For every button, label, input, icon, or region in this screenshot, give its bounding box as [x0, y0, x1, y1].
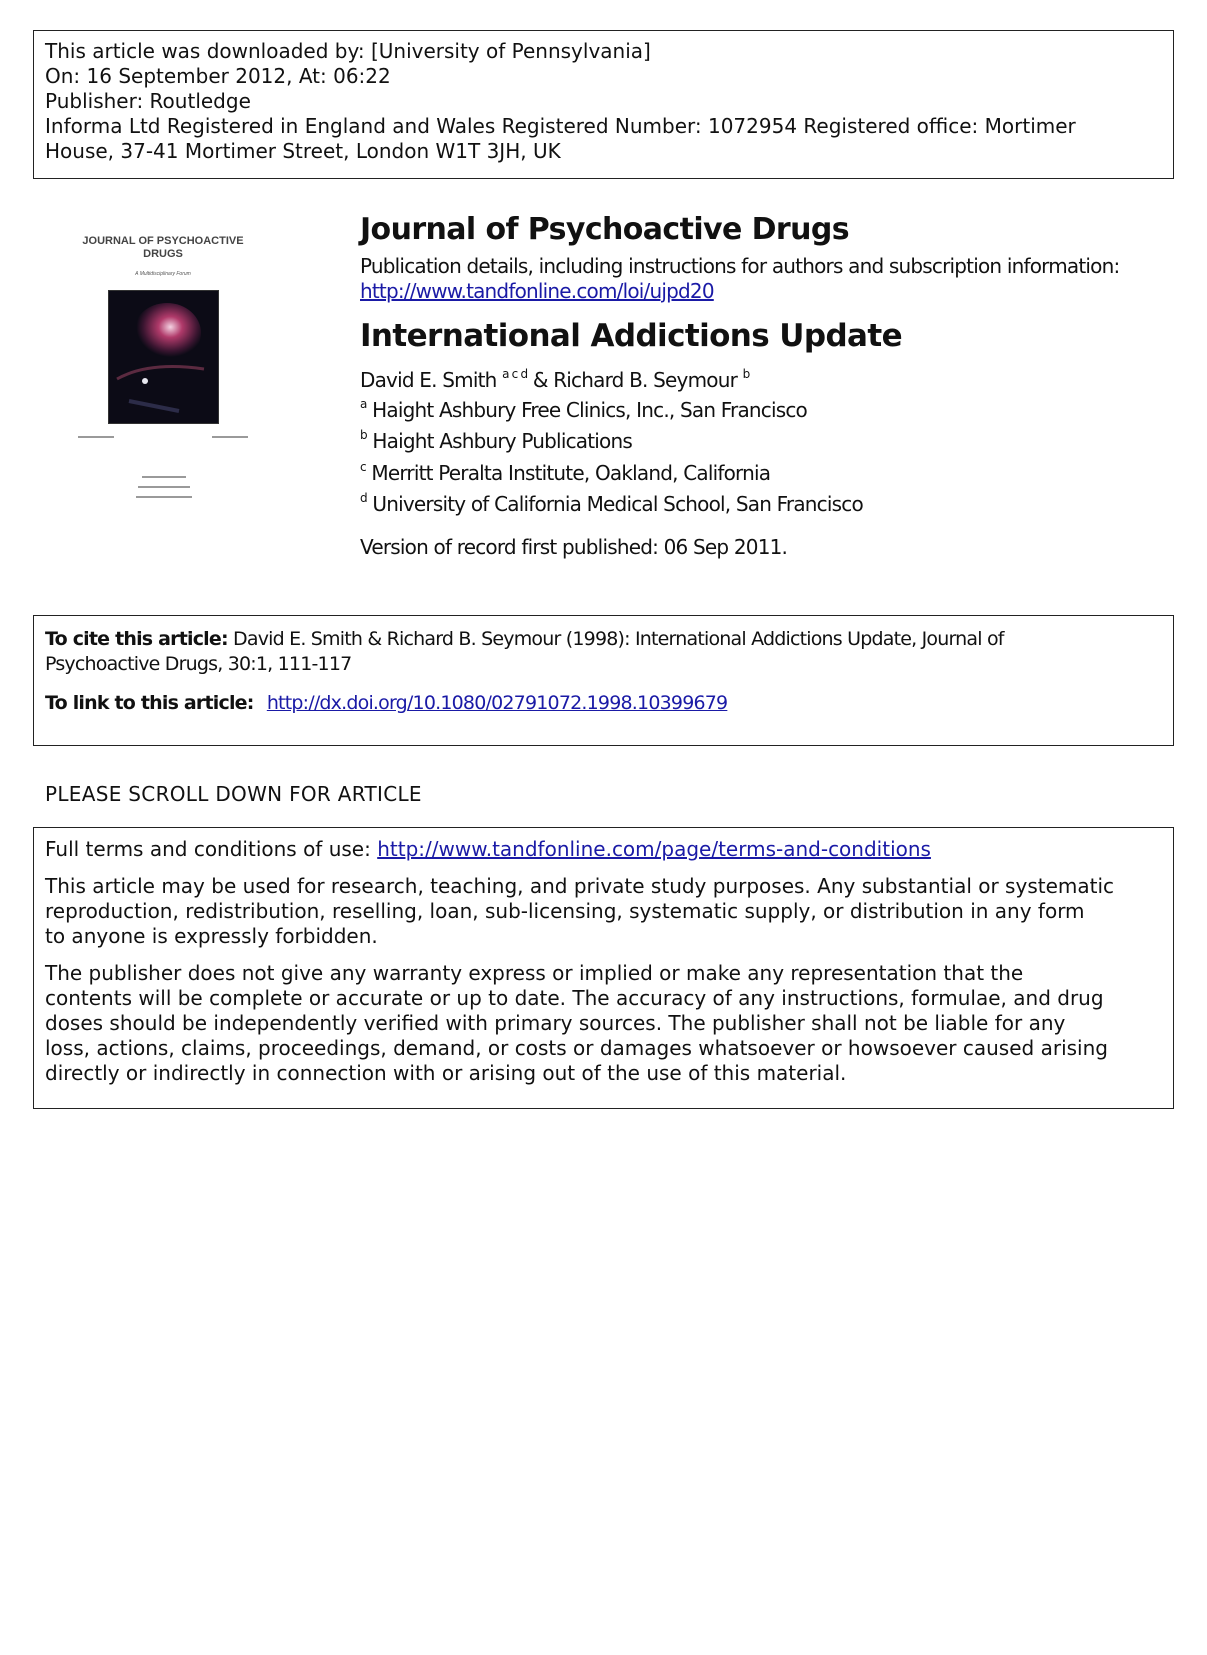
affiliation-marker: c [360, 460, 366, 474]
affiliation-b [360, 429, 632, 454]
citation-box [33, 615, 1174, 746]
cover-rule [138, 486, 190, 488]
affiliation-text: Merritt Peralta Institute, Oakland, California [371, 461, 771, 485]
cover-subtitle: A Multidisciplinary Forum [135, 271, 191, 277]
link-line [45, 691, 1162, 716]
cover-rule [212, 436, 248, 438]
cover-photo [108, 290, 219, 424]
disclaimer-paragraph [45, 961, 1162, 1086]
cover-rule [78, 436, 114, 438]
version-of-record: Version of record first published: 06 Sep 2011. [360, 535, 788, 559]
author-2: Richard B. Seymour [553, 368, 737, 392]
download-notice-box [33, 30, 1174, 179]
link-label: To link to this article: [45, 692, 254, 714]
cover-rule [142, 476, 186, 478]
disclaimer-text: doses should be independently verified with primary sources. The publisher shall not be liable for any [45, 1011, 1066, 1035]
scroll-down-note: PLEASE SCROLL DOWN FOR ARTICLE [45, 782, 422, 806]
author-separator: & [527, 368, 554, 392]
affiliation-a [360, 398, 807, 423]
disclaimer-text: loss, actions, claims, proceedings, demand, or costs or damages whatsoever or howsoever caused arising [45, 1036, 1108, 1060]
usage-text: This article may be used for research, teaching, and private study purposes. Any substantial or systematic [45, 874, 1115, 898]
affiliation-text: Haight Ashbury Free Clinics, Inc., San Francisco [372, 398, 807, 422]
usage-paragraph [45, 874, 1162, 949]
cite-text: David E. Smith & Richard B. Seymour (1998): International Addictions Update, Journal of [233, 628, 1004, 650]
cite-line [45, 627, 1162, 652]
affiliation-marker: a [360, 397, 367, 411]
cover-rule [136, 496, 192, 498]
journal-title: Journal of Psychoactive Drugs [360, 212, 849, 247]
affiliation-d [360, 492, 863, 517]
disclaimer-text: directly or indirectly in connection with or arising out of the use of this material. [45, 1061, 847, 1085]
download-line: This article was downloaded by: [University of Pennsylvania] [45, 39, 651, 63]
registration: Informa Ltd Registered in England and Wales Registered Number: 1072954 Registered office: Mortimer [45, 114, 1076, 138]
author-1-affiliations: a c d [502, 367, 528, 381]
affiliation-marker: d [360, 491, 367, 505]
usage-text: to anyone is expressly forbidden. [45, 924, 378, 948]
affiliation-text: University of California Medical School, San Francisco [372, 492, 863, 516]
terms-link[interactable]: http://www.tandfonline.com/page/terms-and-conditions [377, 837, 931, 861]
publication-details [360, 254, 1119, 304]
journal-link[interactable]: http://www.tandfonline.com/loi/ujpd20 [360, 279, 714, 303]
publisher: Publisher: Routledge [45, 89, 251, 113]
cite-text-continued: Psychoactive Drugs, 30:1, 111-117 [45, 653, 352, 675]
cover-title: JOURNAL OF PSYCHOACTIVE DRUGS [82, 235, 244, 260]
cite-label: To cite this article: [45, 628, 228, 650]
doi-link[interactable]: http://dx.doi.org/10.1080/02791072.1998.10399679 [266, 692, 728, 714]
usage-text: reproduction, redistribution, reselling, loan, sub-licensing, systematic supply, or distribution in any form [45, 899, 1085, 923]
affiliation-text: Haight Ashbury Publications [372, 429, 632, 453]
terms-line [45, 837, 1162, 862]
author-2-affiliations: b [742, 367, 750, 381]
terms-label: Full terms and conditions of use: [45, 837, 371, 861]
affiliation-c [360, 461, 770, 486]
article-title: International Addictions Update [360, 318, 903, 354]
journal-cover-image [82, 228, 244, 510]
download-date: On: 16 September 2012, At: 06:22 [45, 64, 391, 88]
authors [360, 368, 749, 393]
terms-box [33, 827, 1174, 1109]
publication-details-text: Publication details, including instructions for authors and subscription information: [360, 254, 1120, 278]
disclaimer-text: The publisher does not give any warranty express or implied or make any representation that the [45, 961, 1024, 985]
registered-address: House, 37-41 Mortimer Street, London W1T 3JH, UK [45, 139, 561, 163]
author-1: David E. Smith [360, 368, 497, 392]
affiliation-marker: b [360, 428, 367, 442]
disclaimer-text: contents will be complete or accurate or up to date. The accuracy of any instructions, formulae, and drug [45, 986, 1104, 1010]
